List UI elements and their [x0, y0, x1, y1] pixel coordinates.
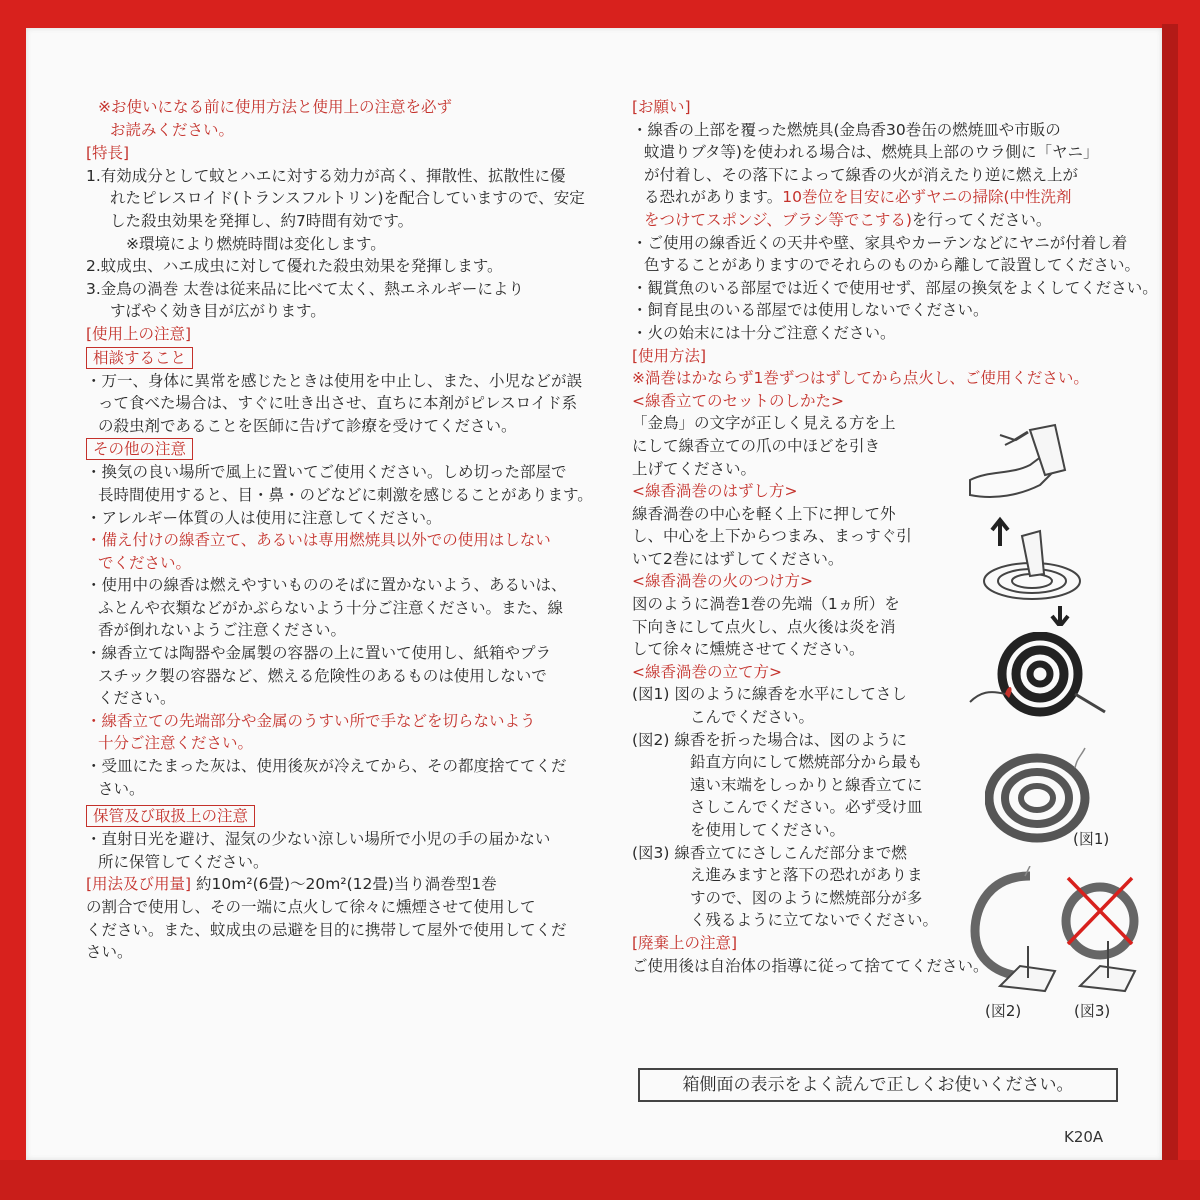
intro-line: ※お使いになる前に使用方法と使用上の注意を必ず — [98, 98, 452, 116]
fig3-caption: (図3) — [1074, 1002, 1111, 1020]
hand-stand-illustration — [960, 420, 1080, 510]
fig2-label: (図2) — [632, 730, 670, 749]
other-line: ・線香立ては陶器や金属製の容器の上に置いて使用し、紙箱やプラ — [86, 644, 552, 663]
feature-line: すばやく効き目が広がります。 — [110, 302, 326, 321]
other-line: スチック製の容器など、燃える危険性のあるものは使用しないで — [98, 666, 547, 685]
fig1-line: こんでください。 — [690, 708, 815, 727]
storage-line: 所に保管してください。 — [98, 852, 269, 871]
fig3-line: く残るように立てないでください。 — [690, 911, 939, 930]
feature-line: 1.有効成分として蚊とハエに対する効力が高く、揮散性、拡散性に優 — [86, 166, 566, 185]
other-line-red: 十分ご注意ください。 — [98, 734, 254, 753]
feature-line: ※環境により燃焼時間は変化します。 — [126, 234, 386, 253]
request-line: が付着し、その落下によって線香の火が消えたり逆に燃え上が — [644, 165, 1079, 184]
other-line: ・受皿にたまった灰は、使用後灰が冷えてから、その都度捨ててくだ — [86, 757, 567, 776]
request-title: [お願い] — [632, 98, 691, 116]
storage-title: 保管及び取扱上の注意 — [86, 805, 255, 827]
request-line-red: 10巻位を目安に必ずヤニの掃除(中性洗剤 — [782, 188, 1072, 207]
stand-title: <線香立てのセットのしかた> — [632, 391, 844, 410]
fig2-line: 線香を折った場合は、図のように — [674, 730, 907, 749]
feature-line: 3.金鳥の渦巻 太巻は従来品に比べて太く、熱エネルギーにより — [86, 279, 524, 298]
read-side-notice: 箱側面の表示をよく読んで正しくお使いください。 — [638, 1068, 1118, 1102]
other-line: さい。 — [98, 779, 145, 798]
storage-line: ・直射日光を避け、湿気の少ない涼しい場所で小児の手の届かない — [86, 830, 551, 849]
request-line: 蚊遣りブタ等)を使われる場合は、燃焼具上部のウラ側に「ヤニ」 — [644, 143, 1099, 162]
stand-line: 「金鳥」の文字が正しく見える方を上 — [632, 414, 896, 433]
feature-line: れたピレスロイド(トランスフルトリン)を配合していますので、安定 — [110, 189, 585, 208]
request-line: ・ご使用の線香近くの天井や壁、家具やカーテンなどにヤニが付着し着 — [632, 233, 1128, 252]
other-line: ふとんや衣類などがかぶらないよう十分ご注意ください。また、線 — [98, 598, 564, 617]
fig1-label: (図1) — [632, 685, 670, 704]
request-line: ・飼育昆虫のいる部屋では使用しないでください。 — [632, 301, 989, 320]
fig1-line: 図のように線香を水平にしてさし — [674, 685, 907, 704]
light-line: 下向きにして点火し、点火後は炎を消 — [632, 617, 896, 636]
fig2-line: 鉛直方向にして燃焼部分から最も — [690, 753, 923, 772]
stand-line: 上げてください。 — [632, 459, 757, 478]
dosage-line: の割合で使用し、その一端に点火して徐々に燻煙させて使用して — [86, 898, 536, 916]
dosage-line: ください。また、蚊成虫の忌避を目的に携帯して屋外で使用してくだ — [86, 920, 567, 939]
other-line-red: でください。 — [98, 553, 192, 572]
fig2-caption: (図2) — [985, 1002, 1022, 1020]
fig3-label: (図3) — [632, 843, 670, 862]
left-column — [86, 96, 593, 964]
remove-line: し、中心を上下からつまみ、まっすぐ引 — [632, 527, 912, 546]
other-line-red: ・備え付けの線香立て、あるいは専用燃焼具以外での使用はしない — [86, 531, 551, 550]
fig1-caption: (図1) — [1073, 830, 1110, 848]
dosage-line: 約10m²(6畳)～20m²(12畳)当り渦巻型1巻 — [196, 875, 497, 894]
box-bottom-edge — [0, 1160, 1200, 1200]
remove-title: <線香渦巻のはずし方> — [632, 482, 798, 501]
other-line: ・換気の良い場所で風上に置いてご使用ください。しめ切った部屋で — [86, 463, 567, 482]
remove-line: 線香渦巻の中心を軽く上下に押して外 — [632, 504, 896, 523]
dosage-title: [用法及び用量] — [86, 875, 192, 894]
consult-line: ・万一、身体に異常を感じたときは使用を中止し、また、小児などが誤 — [86, 371, 583, 390]
caution-title: [使用上の注意] — [86, 324, 192, 343]
dosage-line: さい。 — [86, 943, 133, 962]
usage-title: [使用方法] — [632, 346, 707, 365]
coil-separate-illustration — [972, 516, 1092, 626]
features-title: [特長] — [86, 144, 130, 163]
light-title: <線香渦巻の火のつけ方> — [632, 572, 813, 591]
other-line-red: ・線香立ての先端部分や金属のうすい所で手などを切らないよう — [86, 711, 536, 730]
request-line: を行ってください。 — [911, 210, 1052, 229]
fig2-stand-illustration — [970, 866, 1060, 996]
setup-title: <線香渦巻の立て方> — [632, 662, 782, 681]
stand-line: にして線香立ての爪の中ほどを引き — [632, 436, 881, 455]
feature-line: した殺虫効果を発揮し、約7時間有効です。 — [110, 211, 414, 230]
feature-line: 2.蚊成虫、ハエ成虫に対して優れた殺虫効果を発揮します。 — [86, 257, 503, 276]
usage-note: ※渦巻はかならず1巻ずつはずしてから点火し、ご使用ください。 — [632, 369, 1089, 388]
fig3-line: 線香立てにさしこんだ部分まで燃 — [674, 843, 907, 862]
fig2-line: を使用してください。 — [690, 821, 846, 839]
consult-line: の殺虫剤であることを医師に告げて診療を受けてください。 — [98, 416, 517, 435]
request-line: る恐れがあります。 — [644, 188, 783, 207]
request-line: ・火の始末には十分ご注意ください。 — [632, 323, 896, 342]
box-side-edge — [1162, 24, 1178, 1164]
fig2-line: さしこんでください。必ず受け皿 — [690, 798, 923, 817]
fig3-line: すので、図のように燃焼部分が多 — [690, 888, 923, 907]
other-line: 長時間使用すると、目・鼻・のどなどに刺激を感じることがあります。 — [98, 485, 593, 504]
other-line: ください。 — [98, 689, 176, 708]
request-line: 色することがありますのでそれらのものから離して設置してください。 — [644, 256, 1141, 275]
fig2-line: 遠い末端をしっかりと線香立てに — [690, 775, 923, 794]
fig3-wrong-illustration — [1060, 866, 1150, 996]
remove-line: いて2巻にはずしてください。 — [632, 549, 844, 568]
light-line: 図のように渦巻1巻の先端（1ヵ所）を — [632, 595, 900, 614]
request-line: ・観賞魚のいる部屋では近くで使用せず、部屋の換気をよくしてください。 — [632, 278, 1158, 297]
other-line: ・使用中の線香は燃えやすいもののそばに置かないよう、あるいは、 — [86, 576, 567, 595]
lighting-coil-illustration — [965, 632, 1115, 722]
light-line: して徐々に燻焼させてください。 — [632, 640, 865, 659]
product-code: K20A — [1064, 1128, 1104, 1146]
request-line: ・線香の上部を覆った燃焼具(金鳥香30巻缶の燃焼皿や市販の — [632, 120, 1061, 139]
other-line: ・アレルギー体質の人は使用に注意してください。 — [86, 508, 442, 527]
consult-line: って食べた場合は、すぐに吐き出させ、直ちに本剤がピレスロイド系 — [98, 394, 578, 413]
intro-line: お読みください。 — [110, 120, 235, 139]
disposal-title: [廃棄上の注意] — [632, 933, 738, 952]
consult-title: 相談すること — [86, 347, 193, 369]
request-line-red: をつけてスポンジ、ブラシ等でこする) — [644, 210, 912, 229]
fig3-line: え進みますと落下の恐れがありま — [690, 866, 923, 885]
other-line: 香が倒れないようご注意ください。 — [98, 621, 347, 640]
other-caution-title: その他の注意 — [86, 438, 193, 460]
disposal-line: ご使用後は自治体の指導に従って捨ててください。 — [632, 956, 989, 975]
